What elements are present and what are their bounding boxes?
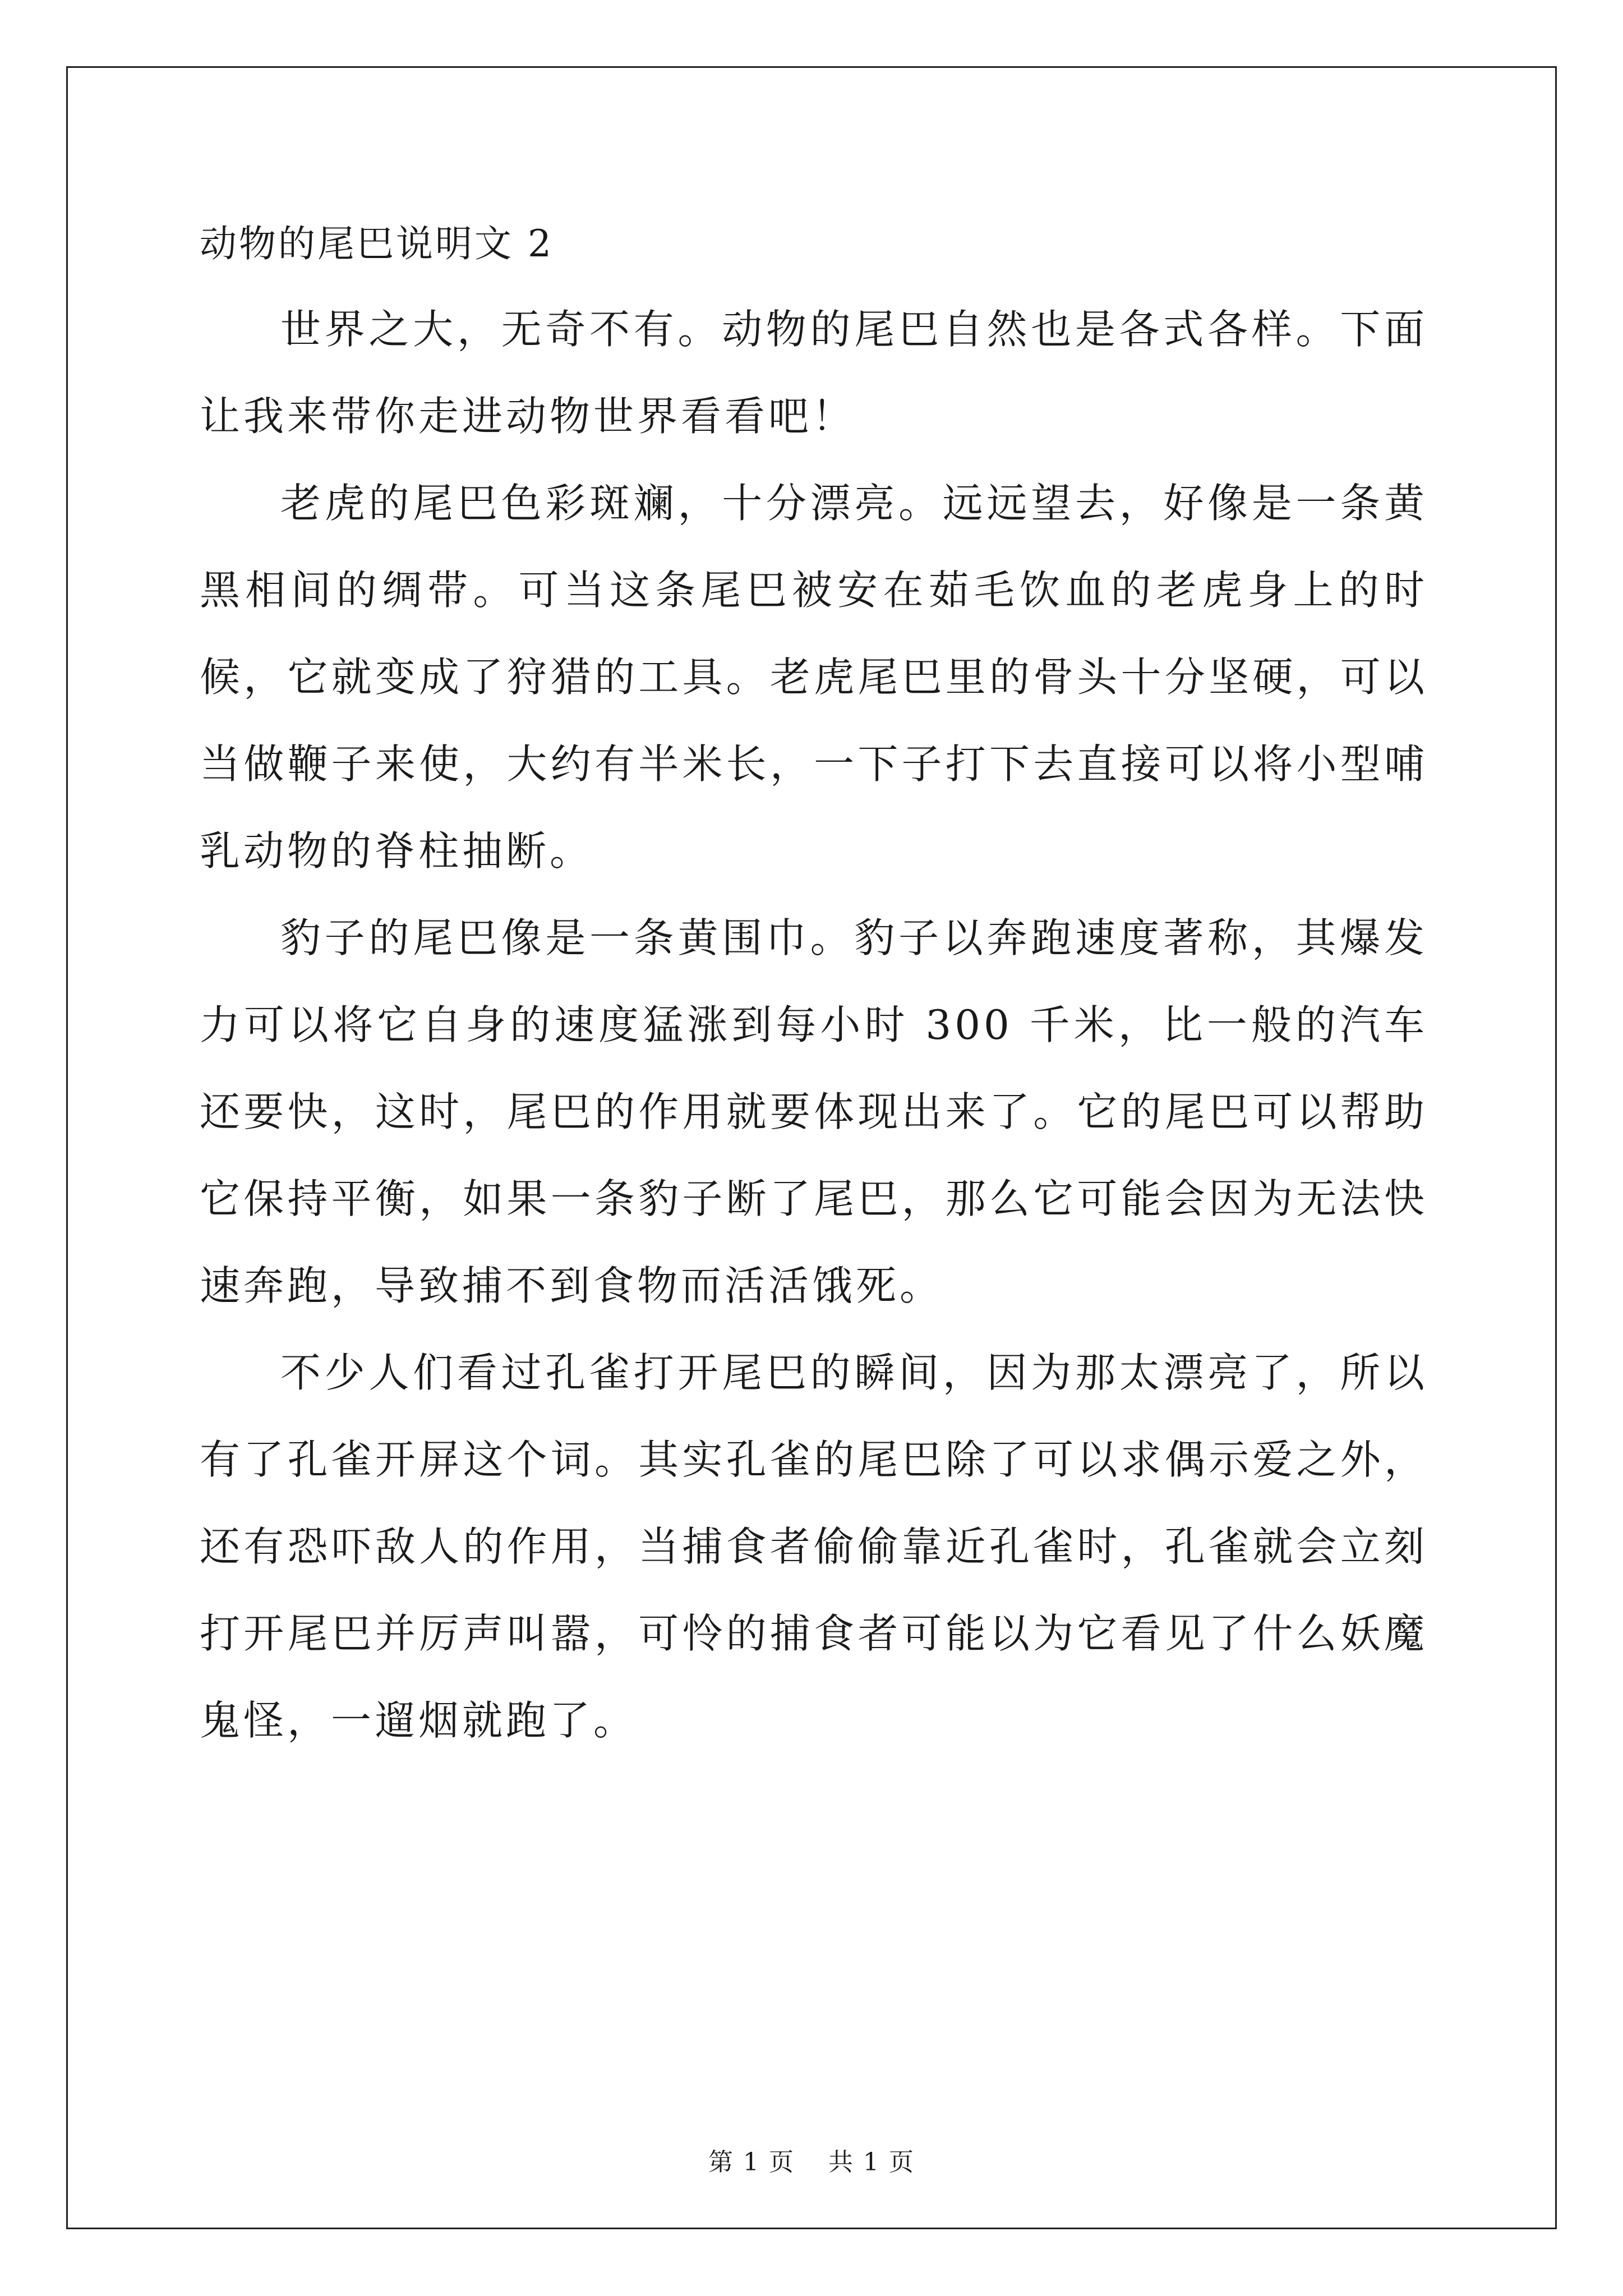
paragraph-tiger: 老虎的尾巴色彩斑斓，十分漂亮。远远望去，好像是一条黄黑相间的绸带。可当这条尾巴被安在茹毛饮血的老虎身上的时候，它就变成了狩猎的工具。老虎尾巴里的骨头十分坚硬，可以当做鞭子来使，大约有半米长，一下子打下去直接可以将小型哺乳动物的脊柱抽断。	[200, 480, 1428, 875]
page-number: 第 1 页	[708, 2148, 795, 2177]
page-total: 共 1 页	[828, 2148, 915, 2177]
document-body	[200, 202, 1428, 1764]
paragraph-peacock: 不少人们看过孔雀打开尾巴的瞬间，因为那太漂亮了，所以有了孔雀开屏这个词。其实孔雀的尾巴除了可以求偶示爱之外，还有恐吓敌人的作用，当捕食者偷偷靠近孔雀时，孔雀就会立刻打开尾巴并厉声叫嚣，可怜的捕食者可能以为它看见了什么妖魔鬼怪，一遛烟就跑了。	[200, 1349, 1428, 1744]
paragraph-leopard: 豹子的尾巴像是一条黄围巾。豹子以奔跑速度著称，其爆发力可以将它自身的速度猛涨到每小时 300 千米，比一般的汽车还要快，这时，尾巴的作用就要体现出来了。它的尾巴可以帮助它保持平衡，如果一条豹子断了尾巴，那么它可能会因为无法快速奔跑，导致捕不到食物而活活饿死。	[200, 914, 1428, 1309]
page-footer	[0, 2142, 1623, 2178]
paragraph-intro: 世界之大，无奇不有。动物的尾巴自然也是各式各样。下面让我来带你走进动物世界看看吧！	[200, 306, 1428, 440]
document-title: 动物的尾巴说明文 2	[200, 222, 554, 265]
